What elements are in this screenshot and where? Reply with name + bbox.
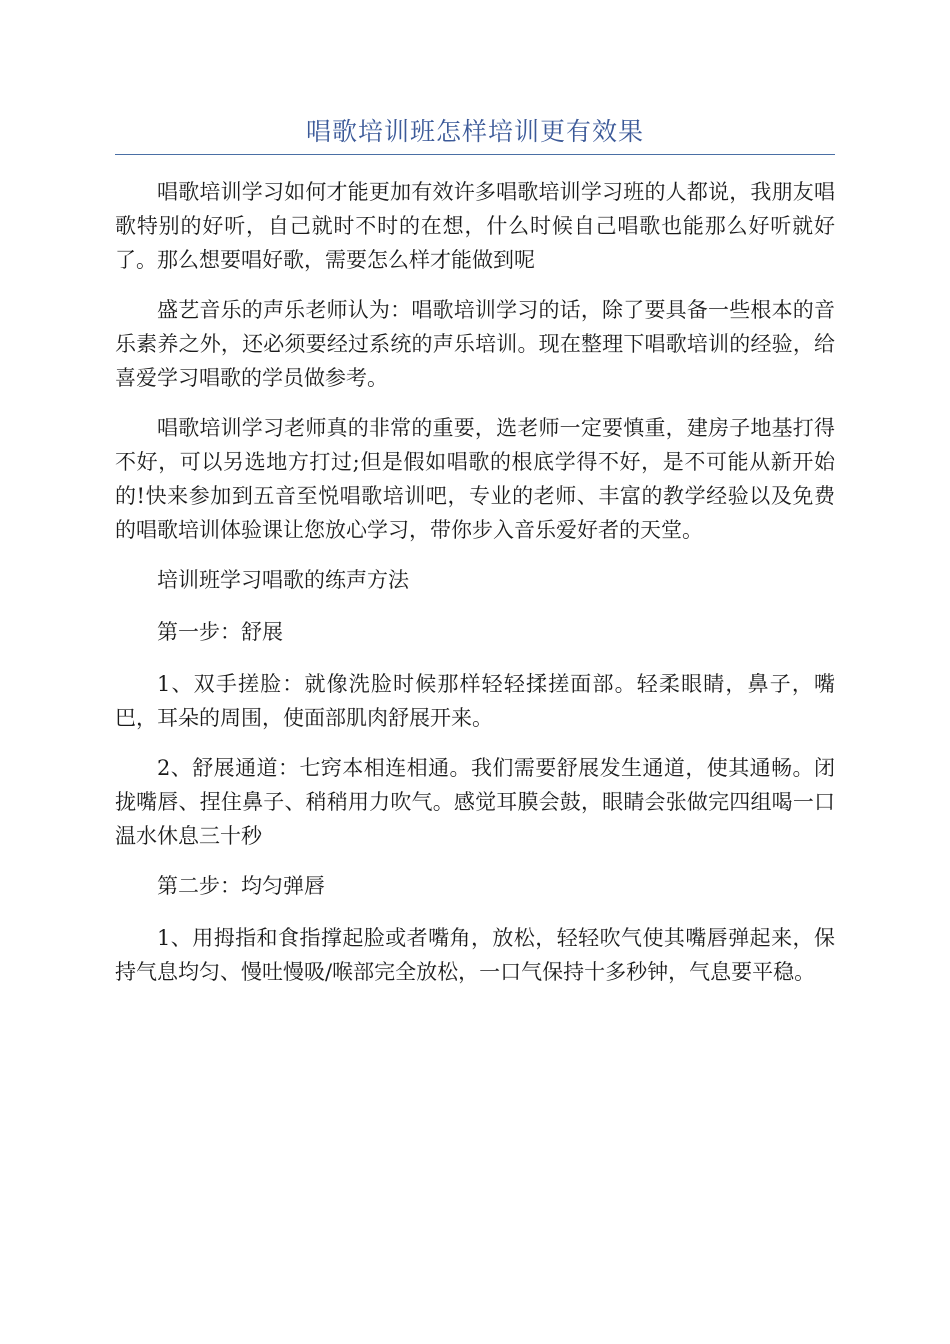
paragraph-teacher-opinion: 盛艺音乐的声乐老师认为：唱歌培训学习的话，除了要具备一些根本的音乐素养之外，还必须要经过系统的声乐培训。现在整理下唱歌培训的经验，给喜爱学习唱歌的学员做参考。 bbox=[115, 298, 835, 390]
title-underline bbox=[115, 154, 835, 155]
step-1-item-2: 2、舒展通道：七窍本相连相通。我们需要舒展发生通道，使其通畅。闭拢嘴唇、捏住鼻子、稍稍用力吹气。感觉耳膜会鼓，眼睛会张做完四组喝一口温水休息三十秒 bbox=[115, 756, 835, 848]
document-title: 唱歌培训班怎样培训更有效果 bbox=[305, 117, 644, 146]
document-page bbox=[115, 112, 835, 1005]
document-body bbox=[115, 175, 835, 989]
step-heading-1: 第一步：舒展 bbox=[157, 620, 283, 644]
step-2-item-1: 1、用拇指和食指撑起脸或者嘴角，放松，轻轻吹气使其嘴唇弹起来，保持气息均匀、慢吐慢吸/喉部完全放松，一口气保持十多秒钟，气息要平稳。 bbox=[115, 926, 835, 984]
step-1-item-1: 1、双手搓脸：就像洗脸时候那样轻轻揉搓面部。轻柔眼睛，鼻子，嘴巴，耳朵的周围，使面部肌肉舒展开来。 bbox=[115, 672, 835, 730]
section-heading-methods: 培训班学习唱歌的练声方法 bbox=[157, 568, 409, 592]
paragraph-intro: 唱歌培训学习如何才能更加有效许多唱歌培训学习班的人都说，我朋友唱歌特别的好听，自己就时不时的在想，什么时候自己唱歌也能那么好听就好了。那么想要唱好歌，需要怎么样才能做到呢 bbox=[115, 180, 835, 272]
paragraph-teacher-importance: 唱歌培训学习老师真的非常的重要，选老师一定要慎重，建房子地基打得不好，可以另选地方打过;但是假如唱歌的根底学得不好，是不可能从新开始的!快来参加到五音至悦唱歌培训吧，专业的老师、丰富的教学经验以及免费的唱歌培训体验课让您放心学习，带你步入音乐爱好者的天堂。 bbox=[115, 416, 835, 542]
step-heading-2: 第二步：均匀弹唇 bbox=[157, 874, 325, 898]
